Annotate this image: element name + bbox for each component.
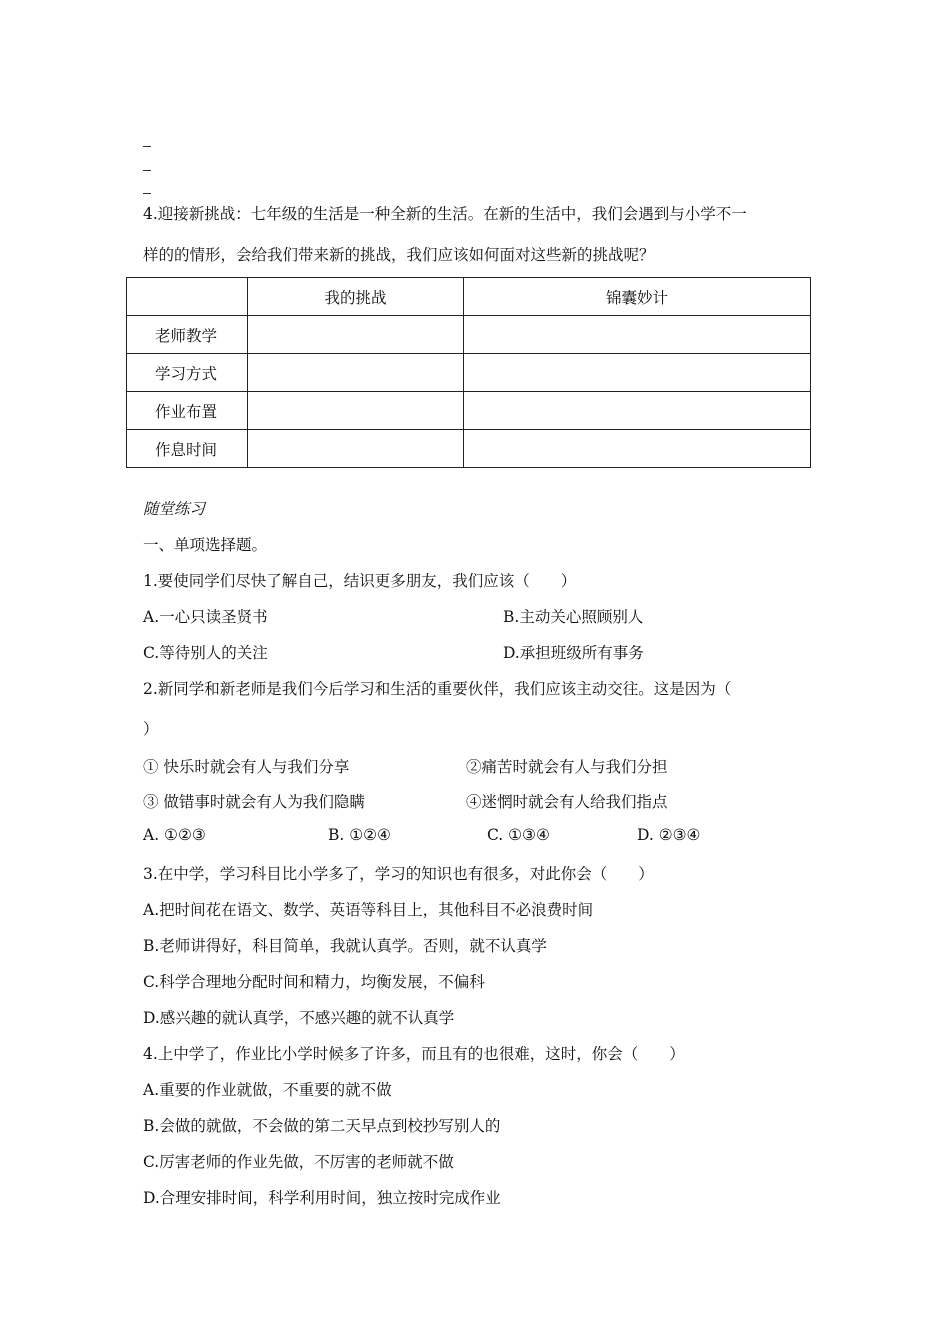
q4-option-c[interactable]: C.厉害老师的作业先做，不厉害的老师就不做	[143, 1153, 454, 1171]
q2-statement-3: ③ 做错事时就会有人为我们隐瞒	[143, 793, 365, 811]
table-row	[127, 316, 811, 354]
q1-option-b[interactable]: B.主动关心照顾别人	[503, 608, 644, 626]
q2-option-c[interactable]: C. ①③④	[487, 826, 550, 844]
cell-tips-homework[interactable]	[464, 392, 811, 430]
q4-stem: 4.上中学了，作业比小学时候多了许多，而且有的也很难，这时，你会（ ）	[143, 1045, 685, 1063]
table-row	[127, 430, 811, 468]
row-label-learning: 学习方式	[127, 354, 248, 392]
row-label-homework: 作业布置	[127, 392, 248, 430]
cell-tips-schedule[interactable]	[464, 430, 811, 468]
answer-line-2	[143, 170, 151, 171]
cell-tips-teaching[interactable]	[464, 316, 811, 354]
q1-stem: 1.要使同学们尽快了解自己，结识更多朋友，我们应该（ ）	[143, 572, 577, 590]
cell-challenge-learning[interactable]	[248, 354, 464, 392]
q3-option-c[interactable]: C.科学合理地分配时间和精力，均衡发展，不偏科	[143, 973, 485, 991]
q2-statement-4: ④迷惘时就会有人给我们指点	[466, 793, 668, 811]
table-header-row	[127, 278, 811, 316]
cell-tips-learning[interactable]	[464, 354, 811, 392]
q2-option-a[interactable]: A. ①②③	[143, 826, 206, 844]
q4-intro-line1: 4.迎接新挑战：七年级的生活是一种全新的生活。在新的生活中，我们会遇到与小学不一	[143, 205, 747, 223]
q4-option-b[interactable]: B.会做的就做，不会做的第二天早点到校抄写别人的	[143, 1117, 501, 1135]
row-label-schedule: 作息时间	[127, 430, 248, 468]
answer-line-3	[143, 193, 151, 194]
q4-option-d[interactable]: D.合理安排时间，科学利用时间，独立按时完成作业	[143, 1189, 501, 1207]
table-row	[127, 354, 811, 392]
section-heading: 一、单项选择题。	[143, 536, 268, 554]
q1-option-d[interactable]: D.承担班级所有事务	[503, 644, 644, 662]
q4-intro-line2: 样的的情形，会给我们带来新的挑战，我们应该如何面对这些新的挑战呢？	[143, 246, 655, 264]
cell-challenge-schedule[interactable]	[248, 430, 464, 468]
q1-option-c[interactable]: C.等待别人的关注	[143, 644, 268, 662]
q3-option-b[interactable]: B.老师讲得好，科目简单，我就认真学。否则，就不认真学	[143, 937, 547, 955]
q1-option-a[interactable]: A.一心只读圣贤书	[143, 608, 268, 626]
q4-option-a[interactable]: A.重要的作业就做，不重要的就不做	[143, 1081, 392, 1099]
q3-option-d[interactable]: D.感兴趣的就认真学，不感兴趣的就不认真学	[143, 1009, 455, 1027]
table-row	[127, 392, 811, 430]
q2-option-d[interactable]: D. ②③④	[637, 826, 701, 844]
cell-challenge-homework[interactable]	[248, 392, 464, 430]
row-label-teaching: 老师教学	[127, 316, 248, 354]
table-header-challenge: 我的挑战	[248, 278, 464, 316]
q3-stem: 3.在中学，学习科目比小学多了，学习的知识也有很多，对此你会（ ）	[143, 865, 654, 883]
cell-challenge-teaching[interactable]	[248, 316, 464, 354]
q2-statement-2: ②痛苦时就会有人与我们分担	[466, 758, 668, 776]
table-header-blank	[127, 278, 248, 316]
q2-stem-line1: 2.新同学和新老师是我们今后学习和生活的重要伙伴，我们应该主动交往。这是因为（	[143, 680, 732, 698]
q3-option-a[interactable]: A.把时间花在语文、数学、英语等科目上，其他科目不必浪费时间	[143, 901, 594, 919]
q2-statement-1: ① 快乐时就会有人与我们分享	[143, 758, 350, 776]
q2-option-b[interactable]: B. ①②④	[328, 826, 391, 844]
table-header-tips: 锦囊妙计	[464, 278, 811, 316]
practice-title: 随堂练习	[143, 500, 206, 518]
q2-stem-line2: ）	[143, 720, 159, 738]
answer-line-1	[143, 146, 151, 147]
challenge-table	[126, 277, 811, 468]
